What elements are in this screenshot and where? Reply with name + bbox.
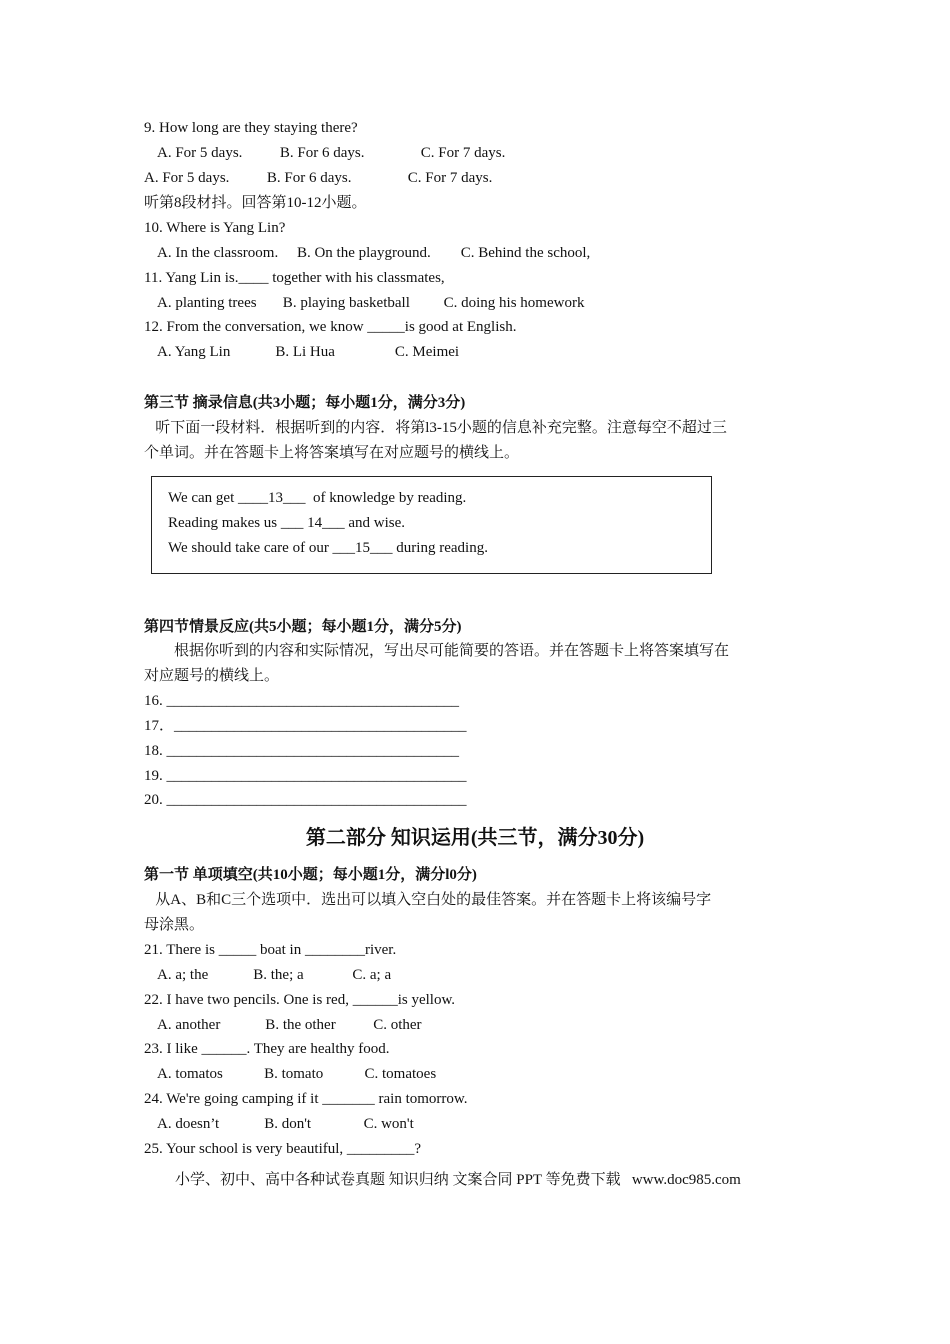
question-21-options: A. a; the B. the; a C. a; a (157, 967, 392, 983)
question-11-stem: 11. Yang Lin is.____ together with his classmates, (144, 270, 445, 286)
section-4-title: 第四节情景反应(共5小题；每小题1分，满分5分) (144, 619, 462, 635)
question-11-options: A. planting trees B. playing basketball C. doing his homework (157, 295, 585, 311)
info-box (151, 476, 712, 574)
question-9-options-repeat: A. For 5 days. B. For 6 days. C. For 7 days. (144, 170, 493, 186)
question-9-stem: 9. How long are they staying there? (144, 120, 358, 136)
info-line-14: Reading makes us ___ 14___ and wise. (168, 515, 406, 531)
question-21-stem: 21. There is _____ boat in ________river. (144, 942, 397, 958)
question-22-stem: 22. I have two pencils. One is red, ______is yellow. (144, 992, 456, 1008)
answer-line-16: 16. _______________________________________ (144, 693, 459, 709)
section-3-instruction-cont: 个单词。并在答题卡上将答案填写在对应题号的横线上。 (144, 445, 520, 461)
instruction-passage-8: 听第8段材抖。回答第10-12小题。 (144, 195, 367, 211)
page-footer: 小学、初中、高中各种试卷真题 知识归纳 文案合同 PPT 等免费下载 www.doc985.com (175, 1172, 741, 1188)
question-25-stem: 25. Your school is very beautiful, _________? (144, 1141, 422, 1157)
part-2-section-1-instruction: 从A、B和C三个选项中．选出可以填入空白处的最佳答案。并在答题卡上将该编号字 (144, 892, 712, 908)
question-23-stem: 23. I like ______. They are healthy food. (144, 1041, 390, 1057)
question-9-options: A. For 5 days. B. For 6 days. C. For 7 days. (157, 145, 506, 161)
info-line-13: We can get ____13___ of knowledge by reading. (168, 490, 467, 506)
answer-line-20: 20. ________________________________________ (144, 792, 467, 808)
part-2-section-1-instruction-cont: 母涂黑。 (144, 917, 205, 933)
question-12-stem: 12. From the conversation, we know _____is good at English. (144, 319, 517, 335)
answer-line-17: 17．_______________________________________ (144, 718, 467, 734)
question-10-stem: 10. Where is Yang Lin? (144, 220, 286, 236)
section-3-title: 第三节 摘录信息(共3小题；每小题1分，满分3分) (144, 395, 466, 411)
question-12-options: A. Yang Lin B. Li Hua C. Meimei (157, 344, 460, 360)
question-10-options: A. In the classroom. B. On the playground. C. Behind the school, (157, 245, 591, 261)
question-23-options: A. tomatos B. tomato C. tomatoes (157, 1066, 437, 1082)
section-3-instruction: 听下面一段材料．根据听到的内容．将第l3-15小题的信息补充完整。注意每空不超过三 (144, 420, 727, 436)
part-2-title: 第二部分 知识运用(共三节，满分30分) (305, 827, 645, 849)
section-4-instruction: 根据你听到的内容和实际情况，写出尽可能简要的答语。并在答题卡上将答案填写在 (144, 643, 730, 659)
answer-line-18: 18. _______________________________________ (144, 743, 459, 759)
answer-line-19: 19. ________________________________________ (144, 768, 467, 784)
info-line-15: We should take care of our ___15___ during reading. (168, 540, 488, 556)
question-22-options: A. another B. the other C. other (157, 1017, 422, 1033)
part-2-section-1-title: 第一节 单项填空(共10小题；每小题1分，满分l0分) (144, 867, 477, 883)
question-24-options: A. doesn’t B. don't C. won't (157, 1116, 414, 1132)
section-4-instruction-cont: 对应题号的横线上。 (144, 668, 280, 684)
question-24-stem: 24. We're going camping if it _______ rain tomorrow. (144, 1091, 468, 1107)
